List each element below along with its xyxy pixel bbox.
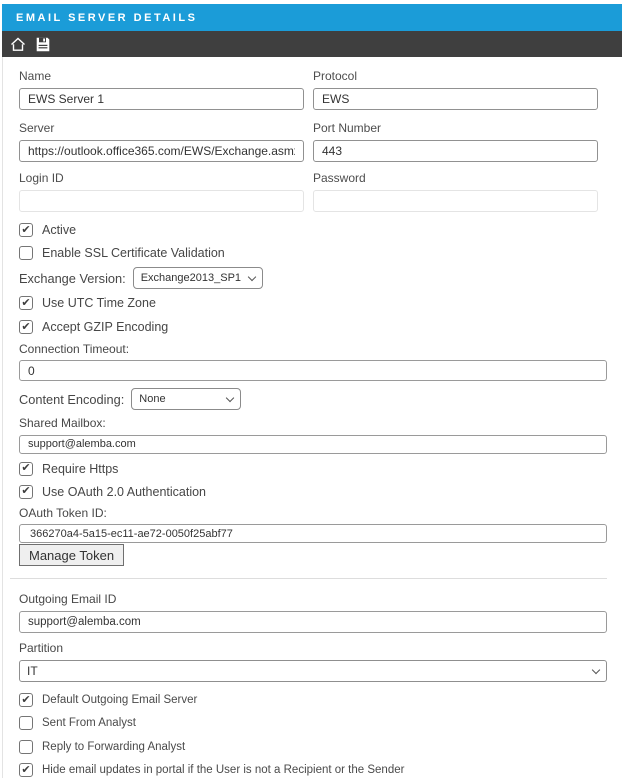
section-divider: [10, 578, 607, 579]
partition-select[interactable]: [19, 660, 607, 682]
name-label: Name: [19, 69, 52, 83]
toolbar: [2, 31, 622, 57]
port-number-label: Port Number: [313, 121, 382, 135]
exchange-version-select[interactable]: [133, 267, 263, 289]
row-login-password: [19, 171, 607, 212]
default-outgoing-checkbox[interactable]: ✔: [19, 693, 33, 707]
protocol-field-group: [313, 69, 598, 110]
exchange-version-row: [19, 267, 607, 289]
partition-field-group: [19, 641, 607, 682]
reply-forwarding-label: Reply to Forwarding Analyst: [42, 741, 186, 753]
connection-timeout-field-group: [19, 342, 607, 381]
exchange-version-value: Exchange2013_SP1: [140, 272, 242, 284]
reply-forwarding-checkbox[interactable]: [19, 740, 33, 754]
shared-mailbox-field-group: [19, 416, 607, 454]
accept-gzip-checkbox-row: [19, 320, 607, 334]
exchange-version-label: Exchange Version:: [19, 270, 126, 286]
shared-mailbox-input[interactable]: [19, 435, 607, 454]
default-outgoing-label: Default Outgoing Email Server: [42, 694, 198, 706]
row-server-port: [19, 121, 607, 162]
protocol-input[interactable]: [313, 88, 598, 110]
use-utc-checkbox-row: [19, 296, 607, 310]
use-oauth-checkbox-row: [19, 485, 607, 499]
oauth-token-label: OAuth Token ID:: [19, 505, 107, 520]
row-name-protocol: [19, 69, 607, 110]
reply-forwarding-checkbox-row: [19, 740, 607, 754]
protocol-label: Protocol: [313, 69, 358, 83]
name-input[interactable]: [19, 88, 304, 110]
require-https-checkbox[interactable]: ✔: [19, 462, 33, 476]
password-input[interactable]: [313, 190, 598, 212]
hide-email-updates-checkbox-row: [19, 763, 607, 777]
chevron-down-icon: [248, 272, 256, 280]
use-utc-label: Use UTC Time Zone: [42, 296, 156, 310]
accept-gzip-checkbox[interactable]: ✔: [19, 320, 33, 334]
hide-email-updates-checkbox[interactable]: ✔: [19, 763, 33, 777]
require-https-checkbox-row: [19, 462, 607, 476]
oauth-token-field-group: [19, 506, 607, 544]
name-field-group: [19, 69, 304, 110]
manage-token-button[interactable]: Manage Token: [19, 544, 124, 566]
server-label: Server: [19, 121, 55, 135]
connection-timeout-label: Connection Timeout:: [19, 342, 130, 356]
enable-ssl-checkbox[interactable]: [19, 246, 33, 260]
use-oauth-label: Use OAuth 2.0 Authentication: [42, 484, 206, 499]
content-encoding-label: Content Encoding:: [19, 391, 125, 407]
use-oauth-checkbox[interactable]: ✔: [19, 485, 33, 499]
password-label: Password: [313, 171, 366, 185]
port-number-input[interactable]: [313, 140, 598, 162]
outgoing-email-input[interactable]: [19, 611, 607, 633]
hide-email-updates-label: Hide email updates in portal if the User is not a Recipient or the Sender: [42, 764, 405, 776]
form-content: [2, 57, 622, 778]
password-field-group: [313, 171, 598, 212]
partition-label: Partition: [19, 641, 64, 655]
accept-gzip-label: Accept GZIP Encoding: [42, 320, 169, 334]
chevron-down-icon: [226, 393, 234, 401]
home-icon[interactable]: [10, 37, 26, 52]
use-utc-checkbox[interactable]: ✔: [19, 296, 33, 310]
sent-from-analyst-label: Sent From Analyst: [42, 717, 136, 729]
server-input[interactable]: [19, 140, 304, 162]
connection-timeout-input[interactable]: [19, 360, 607, 381]
login-id-input[interactable]: [19, 190, 304, 212]
page-title: EMAIL SERVER DETAILS: [16, 11, 198, 24]
enable-ssl-label: Enable SSL Certificate Validation: [42, 246, 225, 260]
sent-from-analyst-checkbox-row: [19, 716, 607, 730]
sent-from-analyst-checkbox[interactable]: [19, 716, 33, 730]
login-id-field-group: [19, 171, 304, 212]
server-field-group: [19, 121, 304, 162]
outgoing-email-field-group: [19, 592, 607, 633]
enable-ssl-checkbox-row: [19, 246, 607, 260]
login-id-label: Login ID: [19, 171, 64, 185]
outgoing-email-label: Outgoing Email ID: [19, 592, 117, 606]
default-outgoing-checkbox-row: [19, 693, 607, 707]
content-encoding-value: None: [139, 393, 166, 405]
port-number-field-group: [313, 121, 598, 162]
active-label: Active: [42, 223, 77, 237]
content-encoding-select[interactable]: [131, 388, 241, 410]
content-encoding-row: [19, 388, 607, 410]
oauth-token-input[interactable]: [19, 524, 607, 543]
require-https-label: Require Https: [42, 461, 119, 476]
save-icon[interactable]: [36, 37, 50, 52]
email-server-details-page: [2, 4, 622, 778]
page-header: [2, 4, 622, 31]
chevron-down-icon: [592, 665, 600, 673]
partition-value: IT: [27, 664, 38, 678]
active-checkbox[interactable]: ✔: [19, 223, 33, 237]
shared-mailbox-label: Shared Mailbox:: [19, 416, 106, 430]
active-checkbox-row: [19, 223, 607, 237]
